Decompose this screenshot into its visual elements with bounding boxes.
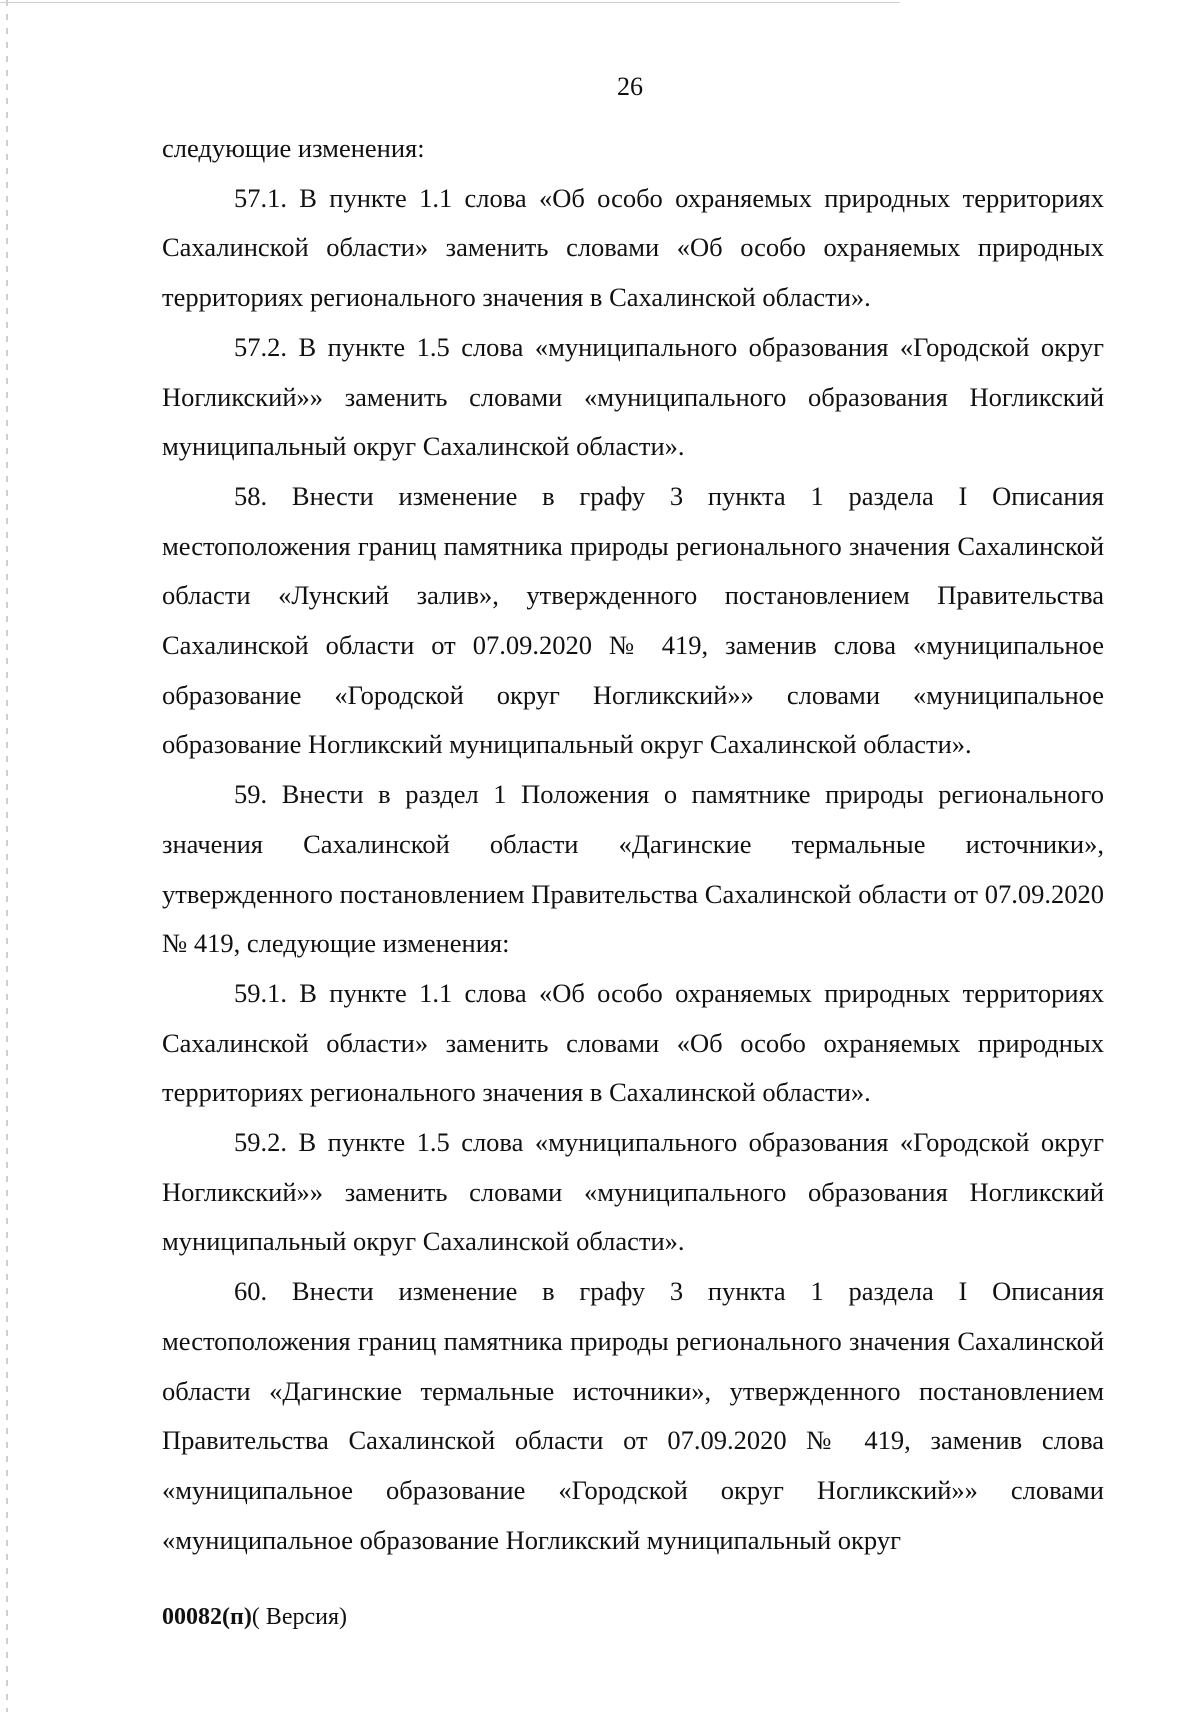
paragraph-58: 58. Внести изменение в графу 3 пункта 1 раздела I Описания местоположения границ памятника природы регионального значения Сахалинской области «Лунский залив», утвержденного постановлением Правительства Сахалинской области от 07.09.2020 № 419, заменив слова «муниципальное образование «Городской округ Ногликский»» словами «муниципальное образование Ногликский муниципальный округ Сахалинской области». [162, 480, 1104, 760]
document-version: ( Версия) [251, 1604, 347, 1630]
paragraph-59: 59. Внести в раздел 1 Положения о памятнике природы регионального значения Сахалинской области «Дагинские термальные источники», утвержденного постановлением Правительства Сахалинской области от 07.09.2020 № 419, следующие изменения: [162, 779, 1104, 959]
paragraph-57-2: 57.2. В пункте 1.5 слова «муниципального образования «Городской округ Ногликский»» заменить словами «муниципального образования Ногликский муниципальный округ Сахалинской области». [162, 331, 1104, 462]
paragraph-60: 60. Внести изменение в графу 3 пункта 1 раздела I Описания местоположения границ памятника природы регионального значения Сахалинской области «Дагинские термальные источники», утвержденного постановлением Правительства Сахалинской области от 07.09.2020 № 419, заменив слова «муниципальное образование «Городской округ Ногликский»» словами «муниципальное образование Ногликский муниципальный округ [162, 1276, 1104, 1555]
document-body [162, 124, 1104, 1565]
paragraph-59-2: 59.2. В пункте 1.5 слова «муниципального образования «Городской округ Ногликский»» заменить словами «муниципального образования Ногликский муниципальный округ Сахалинской области». [162, 1127, 1104, 1257]
paragraph-continuation: следующие изменения: [162, 133, 425, 163]
paragraph-59-1: 59.1. В пункте 1.1 слова «Об особо охраняемых природных территориях Сахалинской области» заменить словами «Об особо охраняемых природных территориях регионального значения в Сахалинской области». [162, 977, 1104, 1108]
paragraph-57-1: 57.1. В пункте 1.1 слова «Об особо охраняемых природных территориях Сахалинской области» заменить словами «Об особо охраняемых природных территориях регионального значения в Сахалинской области». [162, 182, 1104, 313]
scan-edge-left [6, 0, 8, 1712]
scan-edge-top [0, 2, 900, 3]
document-footer [162, 1602, 347, 1632]
page-number: 26 [617, 72, 643, 101]
document-code: 00082(п) [162, 1604, 252, 1630]
